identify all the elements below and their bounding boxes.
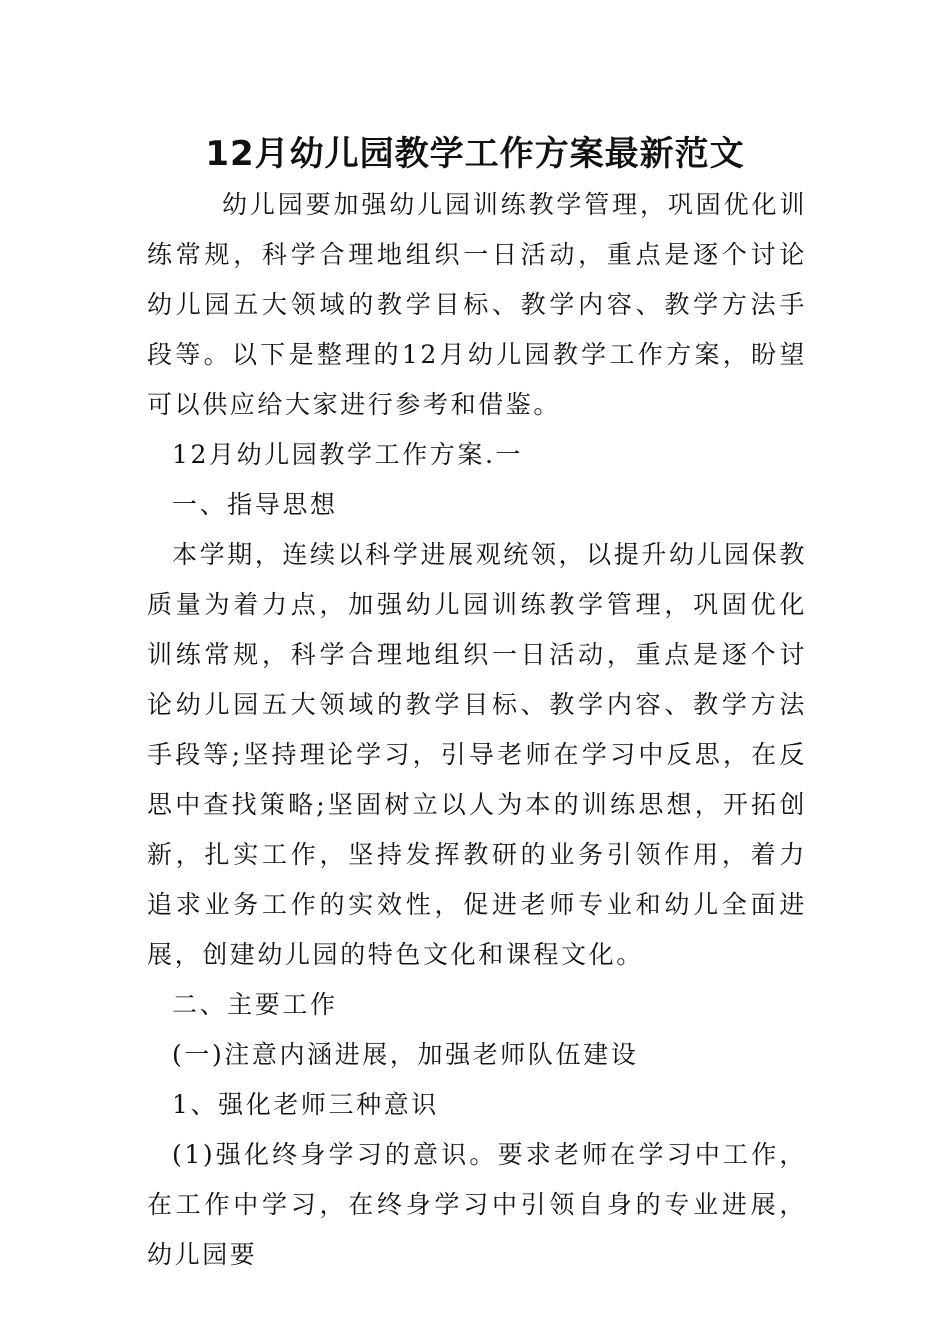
item-heading-three-awareness: 1、强化老师三种意识 [172, 1090, 439, 1119]
section-heading-plan: 12月幼儿园教学工作方案.一 [172, 440, 524, 469]
guiding-thought-paragraph: 本学期，连续以科学进展观统领，以提升幼儿园保教质量为着力点，加强幼儿园训练教学管理，巩固优化训练常规，科学合理地组织一日活动，重点是逐个讨论幼儿园五大领域的教学目标、教学内容、教学方法手段等;坚持理论学习，引导老师在学习中反思，在反思中查找策略;坚固树立以人为本的训练思想，开拓创新，扎实工作，坚持发挥教研的业务引领作用，着力追求业务工作的实效性，促进老师专业和幼儿全面进展，创建幼儿园的特色文化和课程文化。 [147, 540, 807, 969]
document-title: 12月幼儿园教学工作方案最新范文 [205, 134, 745, 174]
section-heading-guiding-thought: 一、指导思想 [172, 490, 338, 519]
intro-paragraph: 幼儿园要加强幼儿园训练教学管理，巩固优化训练常规，科学合理地组织一日活动，重点是逐个讨论幼儿园五大领域的教学目标、教学内容、教学方法手段等。以下是整理的12月幼儿园教学工作方案，盼望可以供应给大家进行参考和借鉴。 [147, 190, 807, 419]
section-heading-main-work: 二、主要工作 [172, 990, 338, 1019]
document-body [147, 180, 807, 1280]
lifelong-learning-paragraph: (1)强化终身学习的意识。要求老师在学习中工作，在工作中学习，在终身学习中引领自身的专业进展，幼儿园要 [147, 1140, 807, 1269]
subsection-heading-teacher-team: (一)注意内涵进展，加强老师队伍建设 [172, 1040, 639, 1069]
